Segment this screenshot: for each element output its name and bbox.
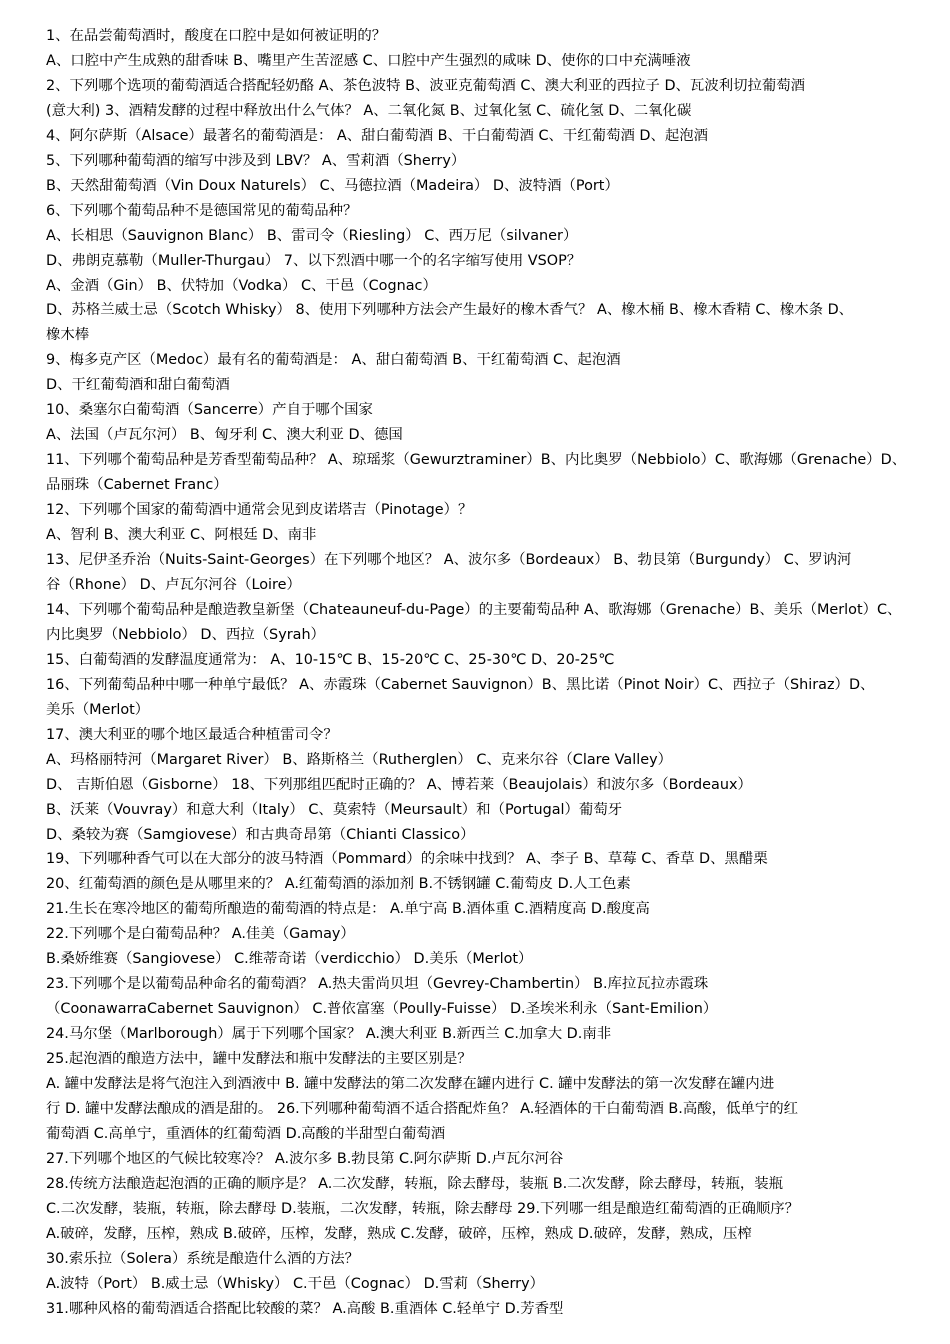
text-line: 葡萄酒 C.高单宁，重酒体的红葡萄酒 D.高酸的半甜型白葡萄酒 [46, 1125, 446, 1142]
text-line: A.破碎，发酵，压榨，熟成 B.破碎，压榨，发酵，熟成 C.发酵，破碎，压榨，熟成 D.破碎，发酵，熟成，压榨 [46, 1225, 752, 1242]
text-line: 27.下列哪个地区的气候比较寒冷？ A.波尔多 B.勃艮第 C.阿尔萨斯 D.卢瓦尔河谷 [46, 1150, 564, 1167]
text-line: 5、下列哪种葡萄酒的缩写中涉及到 LBV？ A、雪莉酒（Sherry） [46, 152, 466, 169]
text-line: A、智利 B、澳大利亚 C、阿根廷 D、南非 [46, 527, 317, 544]
text-line: （CoonawarraCabernet Sauvignon） C.普依富塞（Poully-Fuisse） D.圣埃米利永（Sant-Emilion） [46, 1001, 718, 1018]
text-line: B.桑娇维赛（Sangiovese） C.维蒂奇诺（verdicchio） D.美乐（Merlot） [46, 951, 533, 968]
text-line: 谷（Rhone） D、卢瓦尔河谷（Loire） [46, 576, 301, 593]
text-line: 美乐（Merlot） [46, 701, 150, 718]
text-line: 20、红葡萄酒的颜色是从哪里来的？ A.红葡萄酒的添加剂 B.不锈钢罐 C.葡萄皮 D.人工色素 [46, 876, 631, 893]
text-line: A、口腔中产生成熟的甜香味 B、嘴里产生苦涩感 C、口腔中产生强烈的咸味 D、使你的口中充满唾液 [46, 52, 691, 69]
text-line: 品丽珠（Cabernet Franc） [46, 477, 228, 494]
text-line: B、沃莱（Vouvray）和意大利（Italy） C、莫索特（Meursault）和（Portugal）葡萄牙 [46, 801, 623, 818]
text-line: 10、桑塞尔白葡萄酒（Sancerre）产自于哪个国家 [46, 402, 373, 419]
text-line: 30.索乐拉（Solera）系统是酿造什么酒的方法？ [46, 1250, 360, 1267]
text-line: A.波特（Port） B.威士忌（Whisky） C.干邑（Cognac） D.雪莉（Sherry） [46, 1275, 545, 1292]
text-line: A、法国（卢瓦尔河） B、匈牙利 C、澳大利亚 D、德国 [46, 427, 403, 444]
text-line: 11、下列哪个葡萄品种是芳香型葡萄品种？ A、琼瑶浆（Gewurztraminer）B、内比奥罗（Nebbiolo）C、歌海娜（Grenache）D、 [46, 452, 906, 469]
text-line: A、长相思（Sauvignon Blanc） B、雷司令（Riesling） C、西万尼（silvaner） [46, 227, 578, 244]
text-line: 15、白葡萄酒的发酵温度通常为： A、10-15℃ B、15-20℃ C、25-30℃ D、20-25℃ [46, 651, 615, 668]
text-line: A. 罐中发酵法是将气泡注入到酒液中 B. 罐中发酵法的第二次发酵在罐内进行 C. 罐中发酵法的第一次发酵在罐内进 [46, 1076, 775, 1093]
text-line: 内比奥罗（Nebbiolo） D、西拉（Syrah） [46, 626, 325, 643]
text-line: 19、下列哪种香气可以在大部分的波马特酒（Pommard）的余味中找到？ A、李子 B、草莓 C、香草 D、黑醋栗 [46, 851, 768, 868]
text-line: 23.下列哪个是以葡萄品种命名的葡萄酒？ A.热夫雷尚贝坦（Gevrey-Chambertin） B.库拉瓦拉赤霞珠 [46, 976, 709, 993]
text-line: 9、梅多克产区（Medoc）最有名的葡萄酒是： A、甜白葡萄酒 B、干红葡萄酒 C、起泡酒 [46, 352, 621, 369]
text-line: D、弗朗克慕勒（Muller-Thurgau） 7、以下烈酒中哪一个的名字缩写使用 VSOP？ [46, 252, 582, 269]
text-line: 25.起泡酒的酿造方法中，罐中发酵法和瓶中发酵法的主要区别是？ [46, 1051, 472, 1068]
text-line: 14、下列哪个葡萄品种是酿造教皇新堡（Chateauneuf-du-Page）的主要葡萄品种 A、歌海娜（Grenache）B、美乐（Merlot）C、 [46, 601, 902, 618]
text-line: D、干红葡萄酒和甜白葡萄酒 [46, 377, 230, 394]
text-line: 橡木棒 [46, 327, 90, 344]
text-line: 1、在品尝葡萄酒时，酸度在口腔中是如何被证明的？ [46, 28, 387, 44]
text-line: 13、尼伊圣乔治（Nuits-Saint-Georges）在下列哪个地区？ A、波尔多（Bordeaux） B、勃艮第（Burgundy） C、罗讷河 [46, 552, 852, 569]
text-line: 31.哪种风格的葡萄酒适合搭配比较酸的菜？ A.高酸 B.重酒体 C.轻单宁 D.芳香型 [46, 1300, 564, 1317]
text-line: 6、下列哪个葡萄品种不是德国常见的葡萄品种？ [46, 202, 358, 219]
text-line: B、天然甜葡萄酒（Vin Doux Naturels） C、马德拉酒（Madeira） D、波特酒（Port） [46, 177, 619, 194]
text-line: D、桑较为赛（Samgiovese）和古典奇昂第（Chianti Classico） [46, 826, 475, 843]
text-line: 22.下列哪个是白葡萄品种？ A.佳美（Gamay） [46, 926, 355, 943]
text-line: A、金酒（Gin） B、伏特加（Vodka） C、干邑（Cognac） [46, 277, 437, 294]
text-line: D、 吉斯伯恩（Gisborne） 18、下列那组匹配时正确的？ A、博若莱（Beaujolais）和波尔多（Bordeaux） [46, 776, 752, 793]
text-line: A、玛格丽特河（Margaret River） B、路斯格兰（Rutherglen） C、克来尔谷（Clare Valley） [46, 751, 672, 768]
text-line: 17、澳大利亚的哪个地区最适合种植雷司令？ [46, 726, 338, 743]
text-line: D、苏格兰威士忌（Scotch Whisky） 8、使用下列哪种方法会产生最好的橡木香气？ A、橡木桶 B、橡木香精 C、橡木条 D、 [46, 302, 854, 319]
text-line: 21.生长在寒冷地区的葡萄所酿造的葡萄酒的特点是： A.单宁高 B.酒体重 C.酒精度高 D.酸度高 [46, 901, 650, 918]
text-line: 24.马尔堡（Marlborough）属于下列哪个国家？ A.澳大利亚 B.新西兰 C.加拿大 D.南非 [46, 1026, 612, 1043]
text-line: 16、下列葡萄品种中哪一种单宁最低？ A、赤霞珠（Cabernet Sauvignon）B、黑比诺（Pinot Noir）C、西拉子（Shiraz）D、 [46, 676, 875, 693]
text-line: 行 D. 罐中发酵法酿成的酒是甜的。 26.下列哪种葡萄酒不适合搭配炸鱼？ A.轻酒体的干白葡萄酒 B.高酸，低单宁的红 [46, 1100, 798, 1117]
text-line: 2、下列哪个选项的葡萄酒适合搭配轻奶酪 A、茶色波特 B、波亚克葡萄酒 C、澳大利亚的西拉子 D、瓦波利切拉葡萄酒 [46, 77, 806, 94]
text-line: 4、阿尔萨斯（Alsace）最著名的葡萄酒是： A、甜白葡萄酒 B、干白葡萄酒 C、干红葡萄酒 D、起泡酒 [46, 127, 709, 144]
text-line: 12、下列哪个国家的葡萄酒中通常会见到皮诺塔吉（Pinotage）？ [46, 502, 473, 519]
text-line: (意大利) 3、酒精发酵的过程中释放出什么气体？ A、二氧化氮 B、过氧化氢 C、硫化氢 D、二氧化碳 [46, 102, 692, 119]
text-line: 28.传统方法酿造起泡酒的正确的顺序是？ A.二次发酵，转瓶，除去酵母，装瓶 B.二次发酵，除去酵母，转瓶，装瓶 [46, 1175, 784, 1192]
text-line: C.二次发酵，装瓶，转瓶，除去酵母 D.装瓶，二次发酵，转瓶，除去酵母 29.下列哪一组是酿造红葡萄酒的正确顺序？ [46, 1200, 800, 1217]
